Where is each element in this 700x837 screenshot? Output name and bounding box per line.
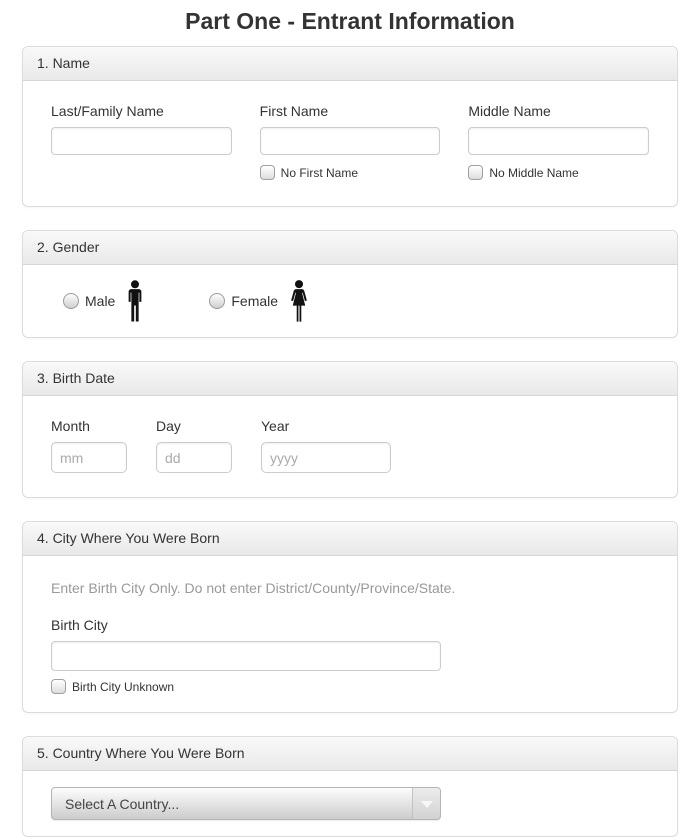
last-name-field (51, 103, 232, 180)
first-name-label: First Name (259, 103, 329, 119)
male-radio[interactable] (63, 293, 79, 309)
female-label: Female (231, 293, 279, 309)
birth-city-unknown-checkbox[interactable] (51, 679, 66, 694)
birth-year-input[interactable] (261, 442, 391, 473)
no-first-name-label: No First Name (280, 165, 359, 180)
birth-month-field (51, 418, 127, 473)
last-name-input[interactable] (51, 127, 232, 155)
birth-year-field (261, 418, 391, 473)
birth-city-note: Enter Birth City Only. Do not enter District/County/Province/State. (51, 580, 456, 596)
birth-city-label: Birth City (51, 617, 108, 633)
section-birth-date (22, 361, 678, 498)
birth-day-label: Day (156, 418, 181, 434)
first-name-input[interactable] (260, 127, 441, 155)
section-birth-city (22, 521, 678, 713)
section-birth-country (22, 736, 678, 837)
male-option (63, 279, 145, 323)
female-person-icon (288, 279, 310, 323)
middle-name-field (468, 103, 649, 180)
first-name-field (260, 103, 441, 180)
male-label: Male (85, 293, 116, 309)
last-name-label: Last/Family Name (51, 103, 164, 119)
section-birth-date-header: 3. Birth Date (23, 362, 677, 396)
no-middle-name-checkbox[interactable] (468, 165, 483, 180)
birth-month-input[interactable] (51, 442, 127, 473)
no-first-name-checkbox[interactable] (260, 165, 275, 180)
chevron-down-icon (412, 788, 440, 819)
country-select-value: Select A Country... (65, 796, 180, 812)
section-birth-country-header: 5. Country Where You Were Born (23, 737, 677, 771)
female-option (209, 279, 310, 323)
birth-city-input[interactable] (51, 641, 441, 671)
birth-city-unknown-label: Birth City Unknown (72, 679, 175, 694)
section-name-header: 1. Name (23, 47, 677, 81)
no-middle-name-label: No Middle Name (489, 165, 579, 180)
country-select[interactable] (51, 787, 441, 820)
middle-name-input[interactable] (468, 127, 649, 155)
section-gender-header: 2. Gender (23, 231, 677, 265)
page-title: Part One - Entrant Information (185, 8, 515, 34)
section-name (22, 46, 678, 207)
female-radio[interactable] (209, 293, 225, 309)
birth-year-label: Year (261, 418, 290, 434)
middle-name-label: Middle Name (468, 103, 551, 119)
section-gender (22, 230, 678, 338)
birth-month-label: Month (51, 418, 90, 434)
birth-day-field (156, 418, 232, 473)
male-person-icon (125, 279, 145, 323)
section-birth-city-header: 4. City Where You Were Born (23, 522, 677, 556)
birth-day-input[interactable] (156, 442, 232, 473)
